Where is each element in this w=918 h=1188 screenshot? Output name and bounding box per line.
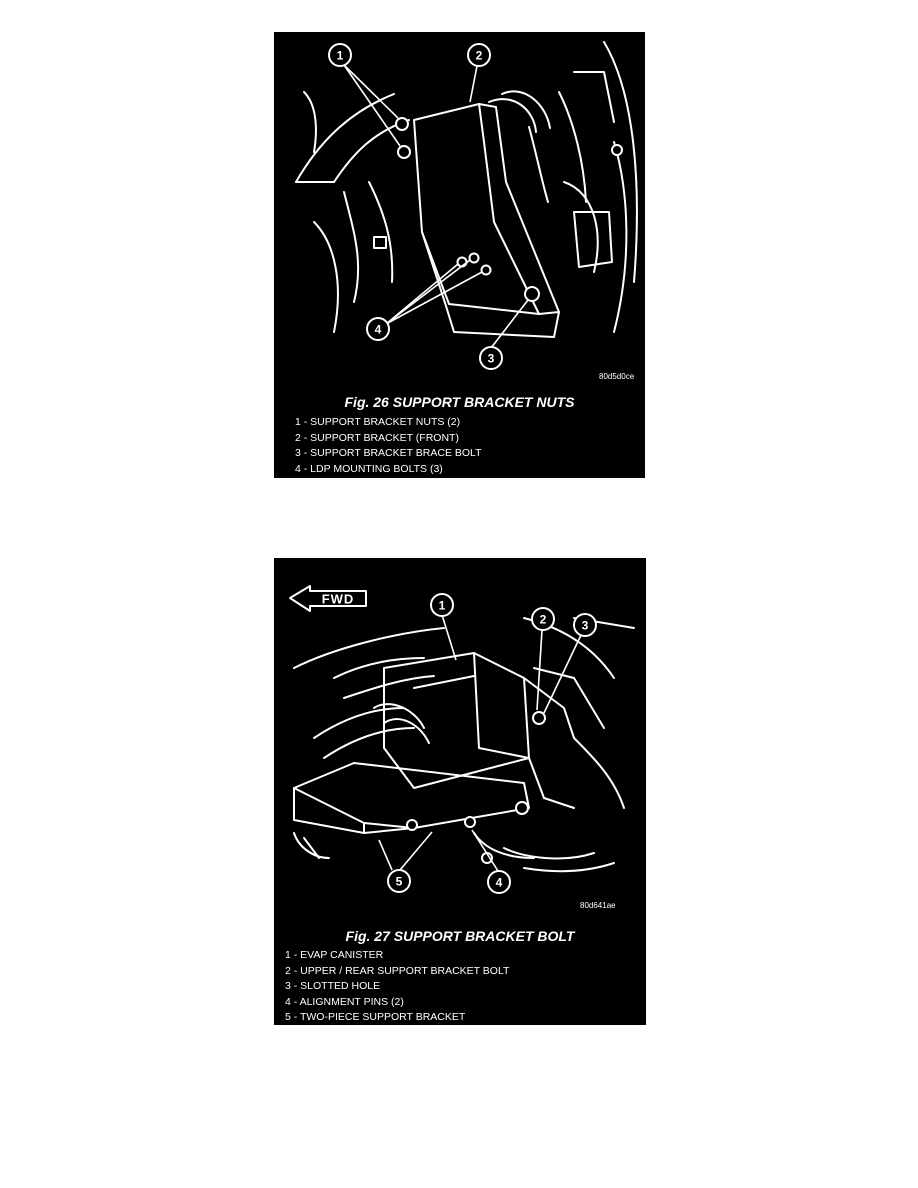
art-code: 80d5d0ce [599, 372, 635, 381]
legend-item: 5 - TWO-PIECE SUPPORT BRACKET [285, 1011, 466, 1023]
fwd-arrow-icon [290, 586, 366, 611]
callout-5-label: 5 [395, 874, 403, 889]
figure-title: Fig. 27 SUPPORT BRACKET BOLT [345, 928, 575, 944]
callout-4-label: 4 [495, 875, 503, 890]
legend-item: 3 - SLOTTED HOLE [285, 980, 381, 992]
support-bracket-nuts-illustration [274, 32, 645, 392]
figure-legend [295, 415, 482, 477]
callout-circles [329, 44, 502, 369]
legend-item: 4 - LDP MOUNTING BOLTS (3) [295, 462, 443, 475]
legend-item: 1 - EVAP CANISTER [285, 949, 384, 961]
legend-item: 1 - SUPPORT BRACKET NUTS (2) [295, 416, 461, 428]
callout-4-label: 4 [374, 322, 382, 337]
legend-item: 3 - SUPPORT BRACKET BRACE BOLT [295, 447, 482, 459]
figure-legend [285, 948, 509, 1025]
callout-1-label: 1 [336, 48, 344, 63]
support-bracket-bolt-illustration [274, 558, 646, 918]
art-code: 80d641ae [580, 901, 616, 910]
figure-27 [274, 558, 646, 1025]
callout-3-label: 3 [487, 351, 495, 366]
legend-item: 4 - ALIGNMENT PINS (2) [285, 995, 404, 1008]
legend-item: 2 - SUPPORT BRACKET (FRONT) [295, 431, 459, 444]
callout-3-label: 3 [581, 618, 589, 633]
callout-1-label: 1 [438, 598, 446, 613]
legend-item: 2 - UPPER / REAR SUPPORT BRACKET BOLT [285, 964, 510, 977]
figure-26 [274, 32, 645, 478]
callout-2-label: 2 [475, 48, 483, 63]
figure-title: Fig. 26 SUPPORT BRACKET NUTS [344, 394, 575, 410]
callout-2-label: 2 [539, 612, 547, 627]
fwd-label: FWD [321, 591, 355, 607]
